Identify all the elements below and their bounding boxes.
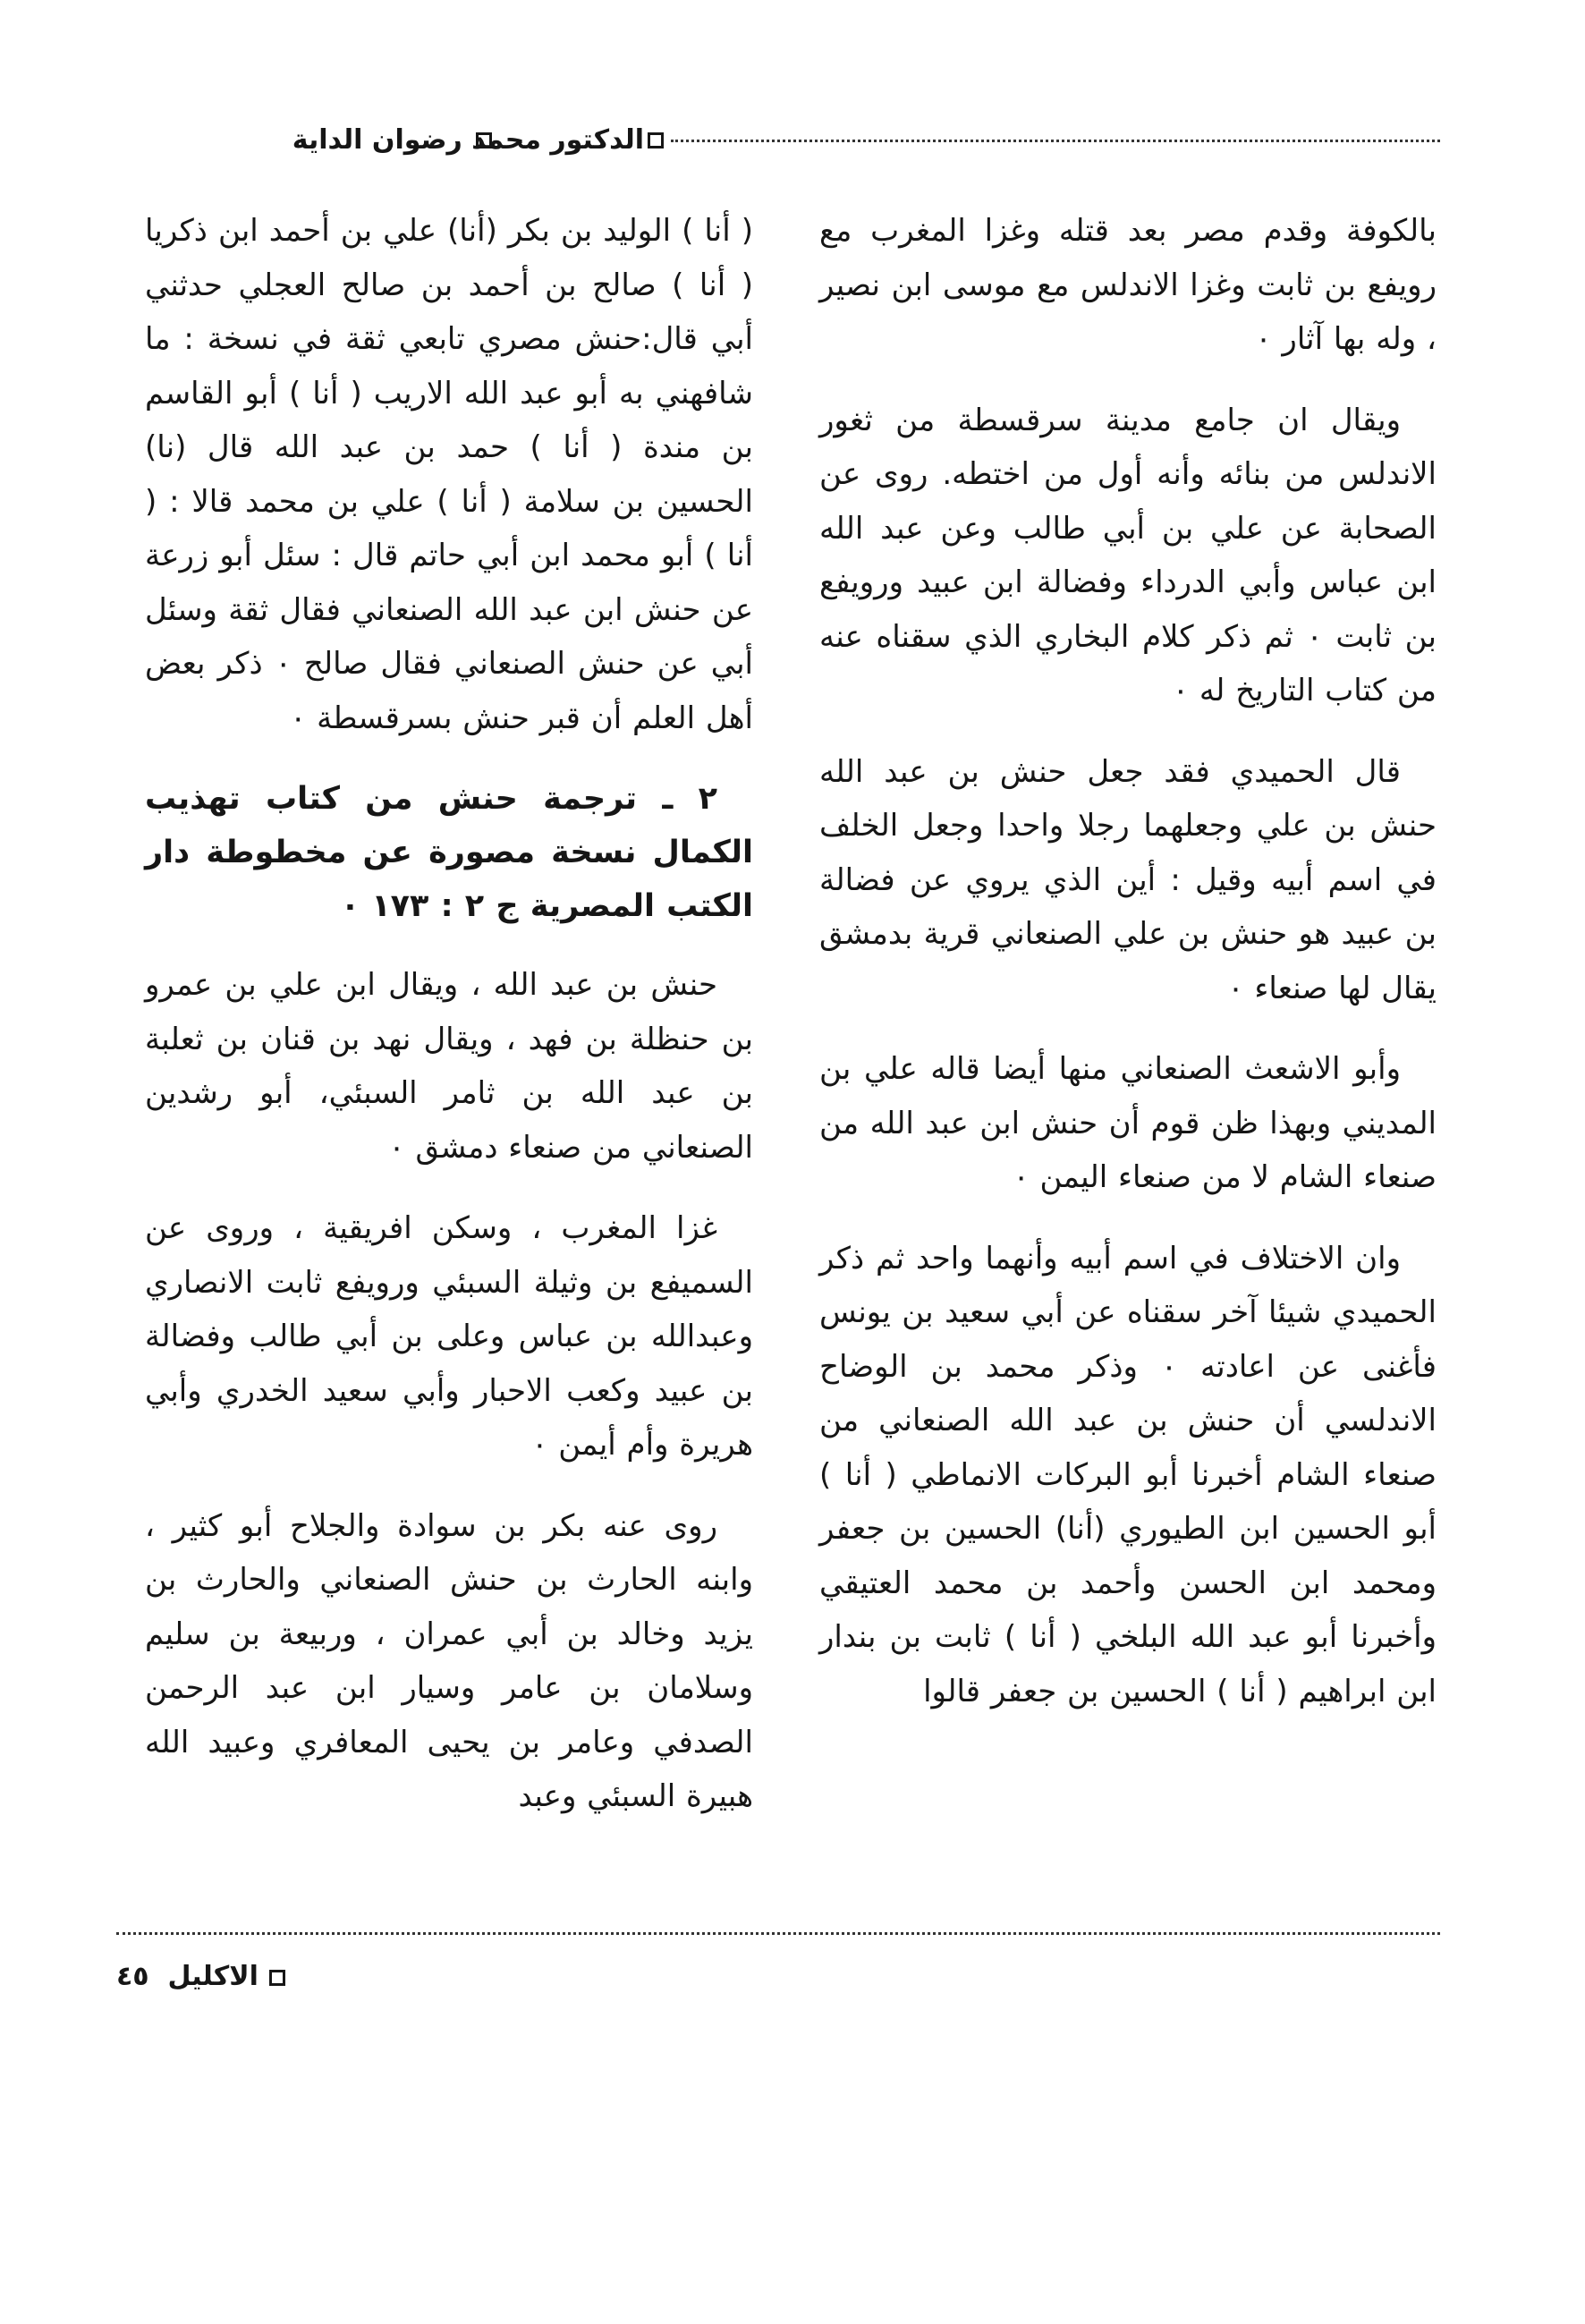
page-number: ٤٥: [116, 1961, 149, 1992]
left-paragraph-4: روى عنه بكر بن سوادة والجلاح أبو كثير ، وابنه الحارث بن حنش الصنعاني والحارث بن يزيد وخالد بن أبي عمران ، وربيعة بن سليم وسلامان بن عامر وسيار ابن عبد الرحمن الصدفي وعامر بن يحيى المعافري وعبيد الله هبيرة السبئي وعبد: [145, 1507, 753, 1814]
left-paragraph-2: حنش بن عبد الله ، ويقال ابن علي بن عمرو بن حنظلة بن فهد ، ويقال نهد بن قنان بن ثعلبة بن عبد الله بن ثامر السبئي، أبو رشدين الصنعاني من صنعاء دمشق ٠: [145, 967, 753, 1166]
journal-name: الاكليل: [167, 1961, 259, 1992]
right-paragraph-1: بالكوفة وقدم مصر بعد قتله وغزا المغرب مع رويفع بن ثابت وغزا الاندلس مع موسى ابن نصير ، وله بها آثار ٠: [819, 213, 1437, 357]
header-dotted-rule: [671, 140, 1440, 142]
header-author: الدكتور محمد رضوان الداية: [292, 124, 644, 156]
square-bullet-icon: [269, 1970, 285, 1986]
section-heading: ٢ ـ ترجمة حنش من كتاب تهذيب الكمال نسخة مصورة عن مخطوطة دار الكتب المصرية ج ٢ : ١٧٣ ٠: [145, 781, 753, 924]
page-footer: [116, 1932, 1440, 2004]
square-bullet-icon: [648, 132, 664, 148]
left-column: [145, 204, 753, 1851]
right-paragraph-2: ويقال ان جامع مدينة سرقسطة من ثغور الاندلس من بنائه وأنه أول من اختطه. روى عن الصحابة عن علي بن أبي طالب وعن عبد الله ابن عباس وأبي الدرداء وفضالة ابن عبيد ورويفع بن ثابت ٠ ثم ذكر كلام البخاري الذي سقناه عنه من كتاب التاريخ له ٠: [819, 402, 1437, 708]
left-paragraph-1: ( أنا ) الوليد بن بكر (أنا) علي بن أحمد ابن ذكريا ( أنا ) صالح بن أحمد بن صالح العجلي حدثني أبي قال:حنش مصري تابعي ثقة في نسخة : ما شافهني به أبو عبد الله الاريب ( أنا ) أبو القاسم بن مندة ( أنا ) حمد بن عبد الله قال (نا) الحسين بن سلامة ( أنا ) علي بن محمد قالا : ( أنا ) أبو محمد ابن أبي حاتم قال : سئل أبو زرعة عن حنش ابن عبد الله الصنعاني فقال ثقة وسئل أبي عن حنش الصنعاني فقال صالح ٠ ذكر بعض أهل العلم أن قبر حنش بسرقسطة ٠: [145, 213, 753, 736]
right-paragraph-5: وان الاختلاف في اسم أبيه وأنهما واحد ثم ذكر الحميدي شيئا آخر سقناه عن أبي سعيد بن يونس فأغنى عن اعادته ٠ وذكر محمد بن الوضاح الاندلسي أن حنش بن عبد الله الصنعاني من صنعاء الشام أخبرنا أبو البركات الانماطي ( أنا ) أبو الحسين ابن الطيوري (أنا) الحسين بن جعفر ومحمد ابن الحسن وأحمد بن محمد العتيقي وأخبرنا أبو عبد الله البلخي ( أنا ) ثابت بن بندار ابن ابراهيم ( أنا ) الحسين بن جعفر قالوا: [819, 1240, 1437, 1709]
right-paragraph-3: قال الحميدي فقد جعل حنش بن عبد الله حنش بن علي وجعلهما رجلا واحدا وجعل الخلف في اسم أبيه وقيل : أين الذي يروي عن فضالة بن عبيد هو حنش بن علي الصنعاني قرية بدمشق يقال لها صنعاء ٠: [819, 753, 1437, 1006]
footer-dotted-rule: [116, 1932, 1440, 1935]
footer-label: [116, 1961, 313, 1992]
page-header: [125, 118, 1440, 163]
right-paragraph-4: وأبو الاشعث الصنعاني منها أيضا قاله علي بن المديني وبهذا ظن قوم أن حنش ابن عبد الله من صنعاء الشام لا من صنعاء اليمن ٠: [819, 1051, 1437, 1195]
right-column: [819, 204, 1437, 1745]
left-paragraph-3: غزا المغرب ، وسكن افريقية ، وروى عن السميفع بن وثيلة السبئي ورويفع ثابت الانصاري وعبدالله بن عباس وعلى بن أبي طالب وفضالة بن عبيد وكعب الاحبار وأبي سعيد الخدري وأبي هريرة وأم أيمن ٠: [145, 1210, 753, 1463]
